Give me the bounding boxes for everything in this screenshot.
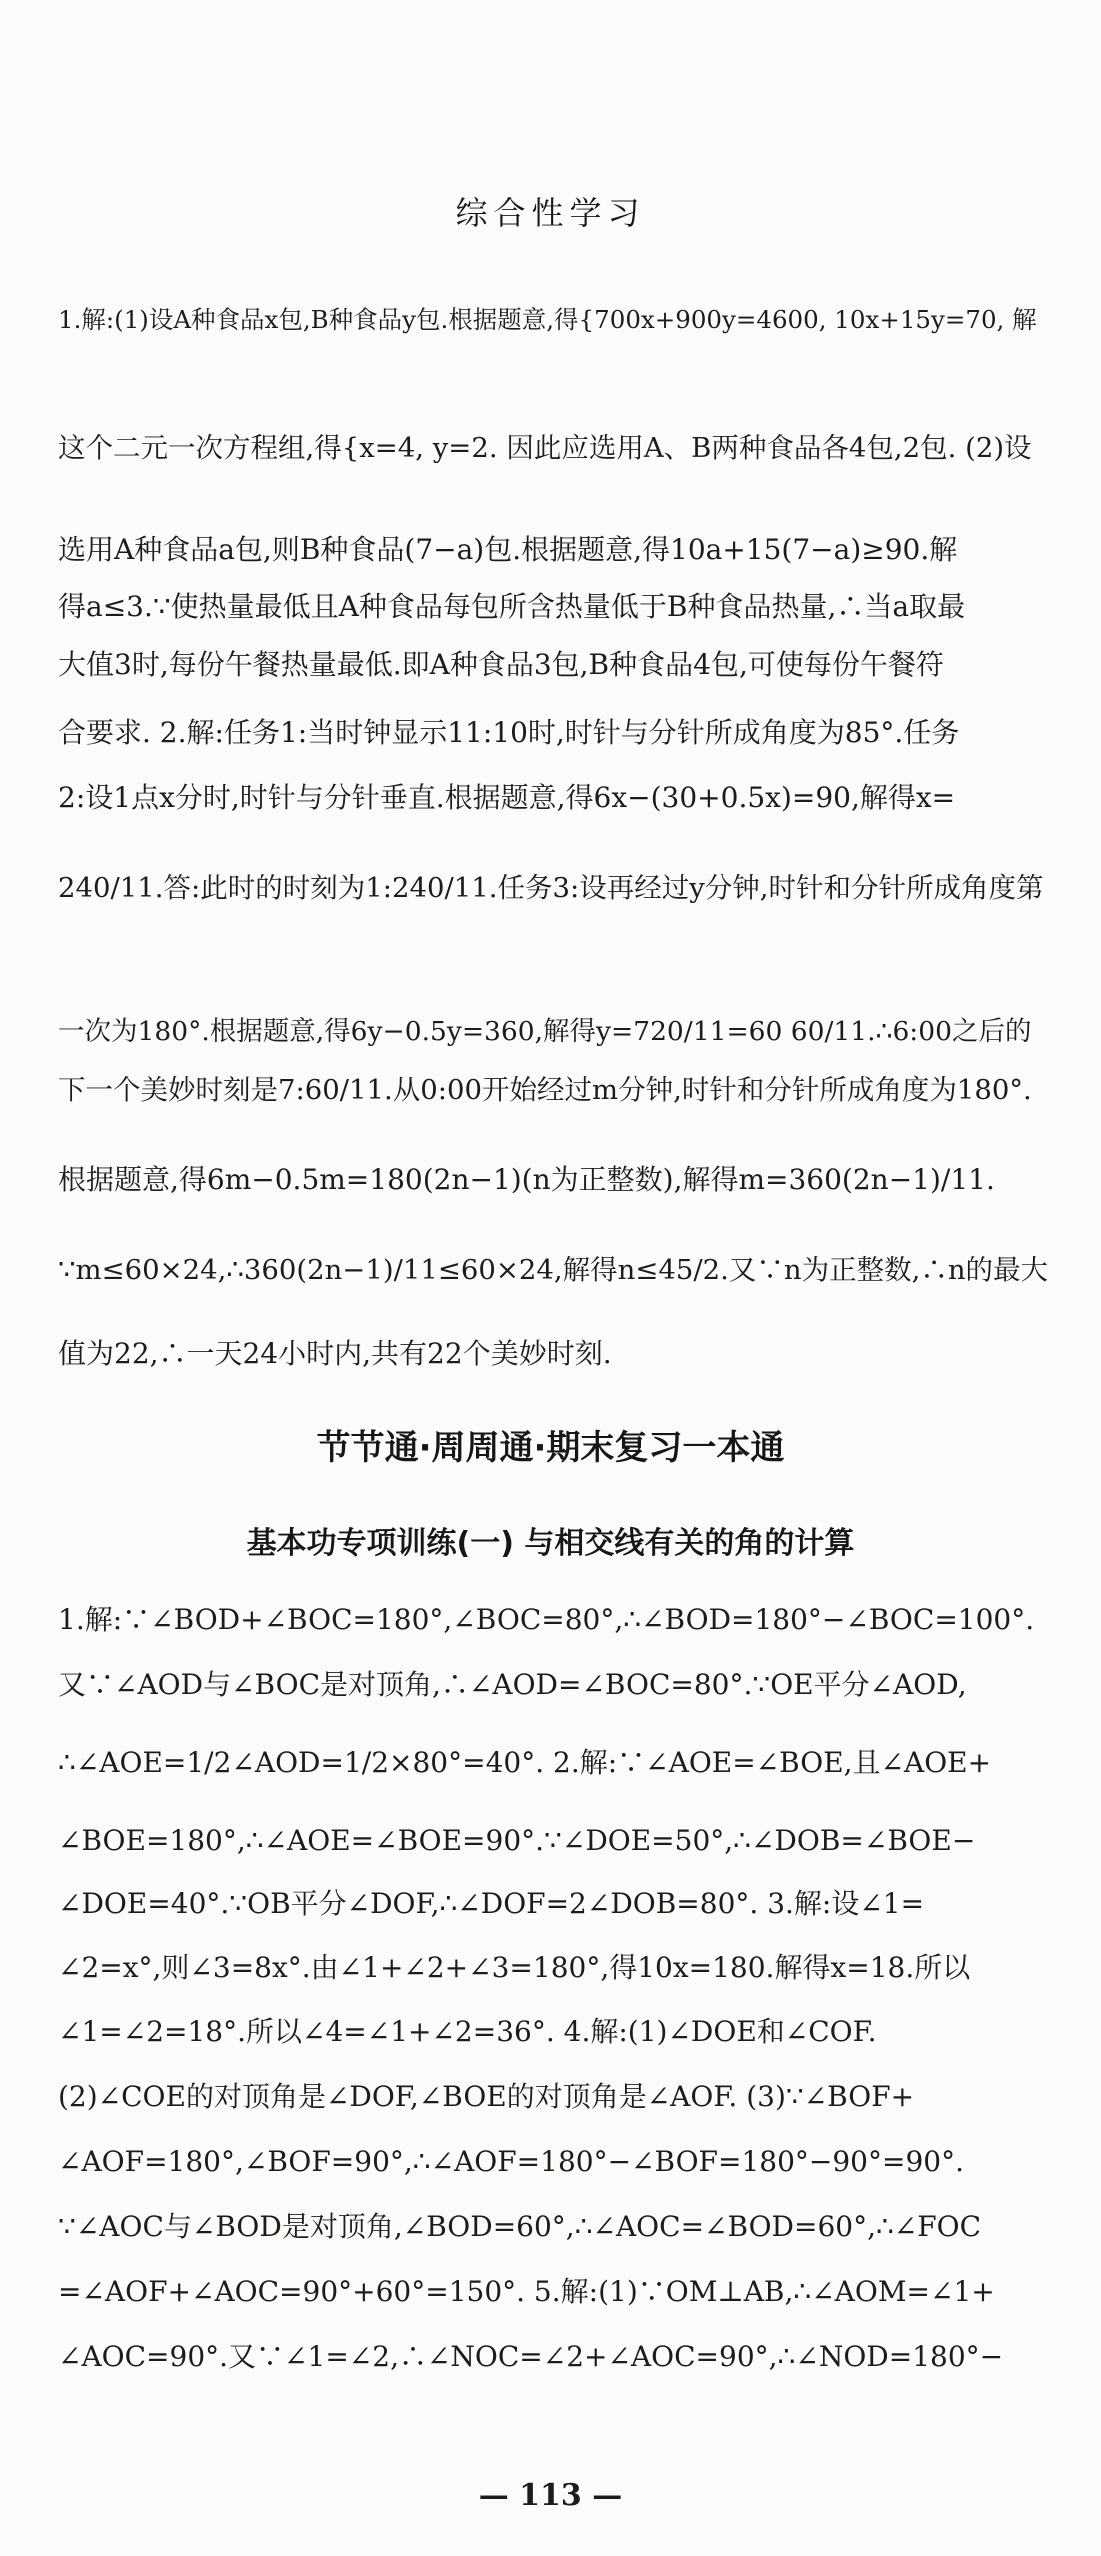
text-line: 这个二元一次方程组,得{x=4, y=2. 因此应选用A、B两种食品各4包,2包. (2)设 — [58, 432, 1032, 464]
text-line: 合要求. 2.解:任务1:当时钟显示11:10时,时针与分针所成角度为85°.任务 — [58, 716, 960, 749]
text-line: 值为22,∴一天24小时内,共有22个美妙时刻. — [58, 1337, 612, 1370]
text-line: 1.解:∵∠BOD+∠BOC=180°,∠BOC=80°,∴∠BOD=180°−∠BOC=100°. — [58, 1603, 1035, 1636]
section-title-review-book: 节节通·周周通·期末复习一本通 — [316, 1428, 785, 1468]
section-title-comprehensive-study: 综合性学习 — [455, 194, 646, 232]
text-line: ∴∠AOE=1/2∠AOD=1/2×80°=40°. 2.解:∵∠AOE=∠BOE,且∠AOE+ — [58, 1746, 992, 1779]
text-line: 得a≤3.∵使热量最低且A种食品每包所含热量低于B种食品热量,∴当a取最 — [58, 590, 966, 623]
text-line: ∠BOE=180°,∴∠AOE=∠BOE=90°.∵∠DOE=50°,∴∠DOB=∠BOE− — [58, 1824, 976, 1857]
text-line: =∠AOF+∠AOC=90°+60°=150°. 5.解:(1)∵OM⊥AB,∴∠AOM=∠1+ — [58, 2275, 995, 2308]
text-line: 选用A种食品a包,则B种食品(7−a)包.根据题意,得10a+15(7−a)≥90.解 — [58, 533, 958, 566]
text-line: ∠1=∠2=18°.所以∠4=∠1+∠2=36°. 4.解:(1)∠DOE和∠COF. — [58, 2015, 877, 2048]
text-line: ∠AOF=180°,∠BOF=90°,∴∠AOF=180°−∠BOF=180°−90°=90°. — [58, 2145, 964, 2178]
text-line: 2:设1点x分时,时针与分针垂直.根据题意,得6x−(30+0.5x)=90,解得x= — [58, 781, 956, 814]
text-line: 一次为180°.根据题意,得6y−0.5y=360,解得y=720/11=60 60/11.∴6:00之后的 — [58, 1016, 1032, 1047]
text-line: 又∵∠AOD与∠BOC是对顶角,∴∠AOD=∠BOC=80°.∵OE平分∠AOD, — [58, 1668, 967, 1701]
text-line: 240/11.答:此时的时刻为1:240/11.任务3:设再经过y分钟,时针和分针所成角度第 — [58, 872, 1044, 904]
text-line: ∠AOC=90°.又∵∠1=∠2,∴∠NOC=∠2+∠AOC=90°,∴∠NOD=180°− — [58, 2340, 1004, 2373]
text-line: 1.解:(1)设A种食品x包,B种食品y包.根据题意,得{700x+900y=4600, 10x+15y=70, 解 — [58, 305, 1037, 334]
text-line: 根据题意,得6m−0.5m=180(2n−1)(n为正整数),解得m=360(2n−1)/11. — [58, 1163, 995, 1196]
text-line: ∠2=x°,则∠3=8x°.由∠1+∠2+∠3=180°,得10x=180.解得x=18.所以 — [58, 1951, 971, 1984]
page-number: — 113 — — [478, 2478, 623, 2513]
text-line: (2)∠COE的对顶角是∠DOF,∠BOE的对顶角是∠AOF. (3)∵∠BOF+ — [58, 2080, 915, 2113]
text-line: ∵∠AOC与∠BOD是对顶角,∠BOD=60°,∴∠AOC=∠BOD=60°,∴∠FOC — [58, 2210, 982, 2243]
section-title-basic-training: 基本功专项训练(一) 与相交线有关的角的计算 — [246, 1526, 855, 1561]
text-line: 下一个美妙时刻是7:60/11.从0:00开始经过m分钟,时针和分针所成角度为180°. — [58, 1074, 1032, 1106]
text-line: ∵m≤60×24,∴360(2n−1)/11≤60×24,解得n≤45/2.又∵n为正整数,∴n的最大 — [58, 1254, 1049, 1286]
text-line: ∠DOE=40°.∵OB平分∠DOF,∴∠DOF=2∠DOB=80°. 3.解:设∠1= — [58, 1887, 925, 1920]
text-line: 大值3时,每份午餐热量最低.即A种食品3包,B种食品4包,可使每份午餐符 — [58, 648, 944, 681]
